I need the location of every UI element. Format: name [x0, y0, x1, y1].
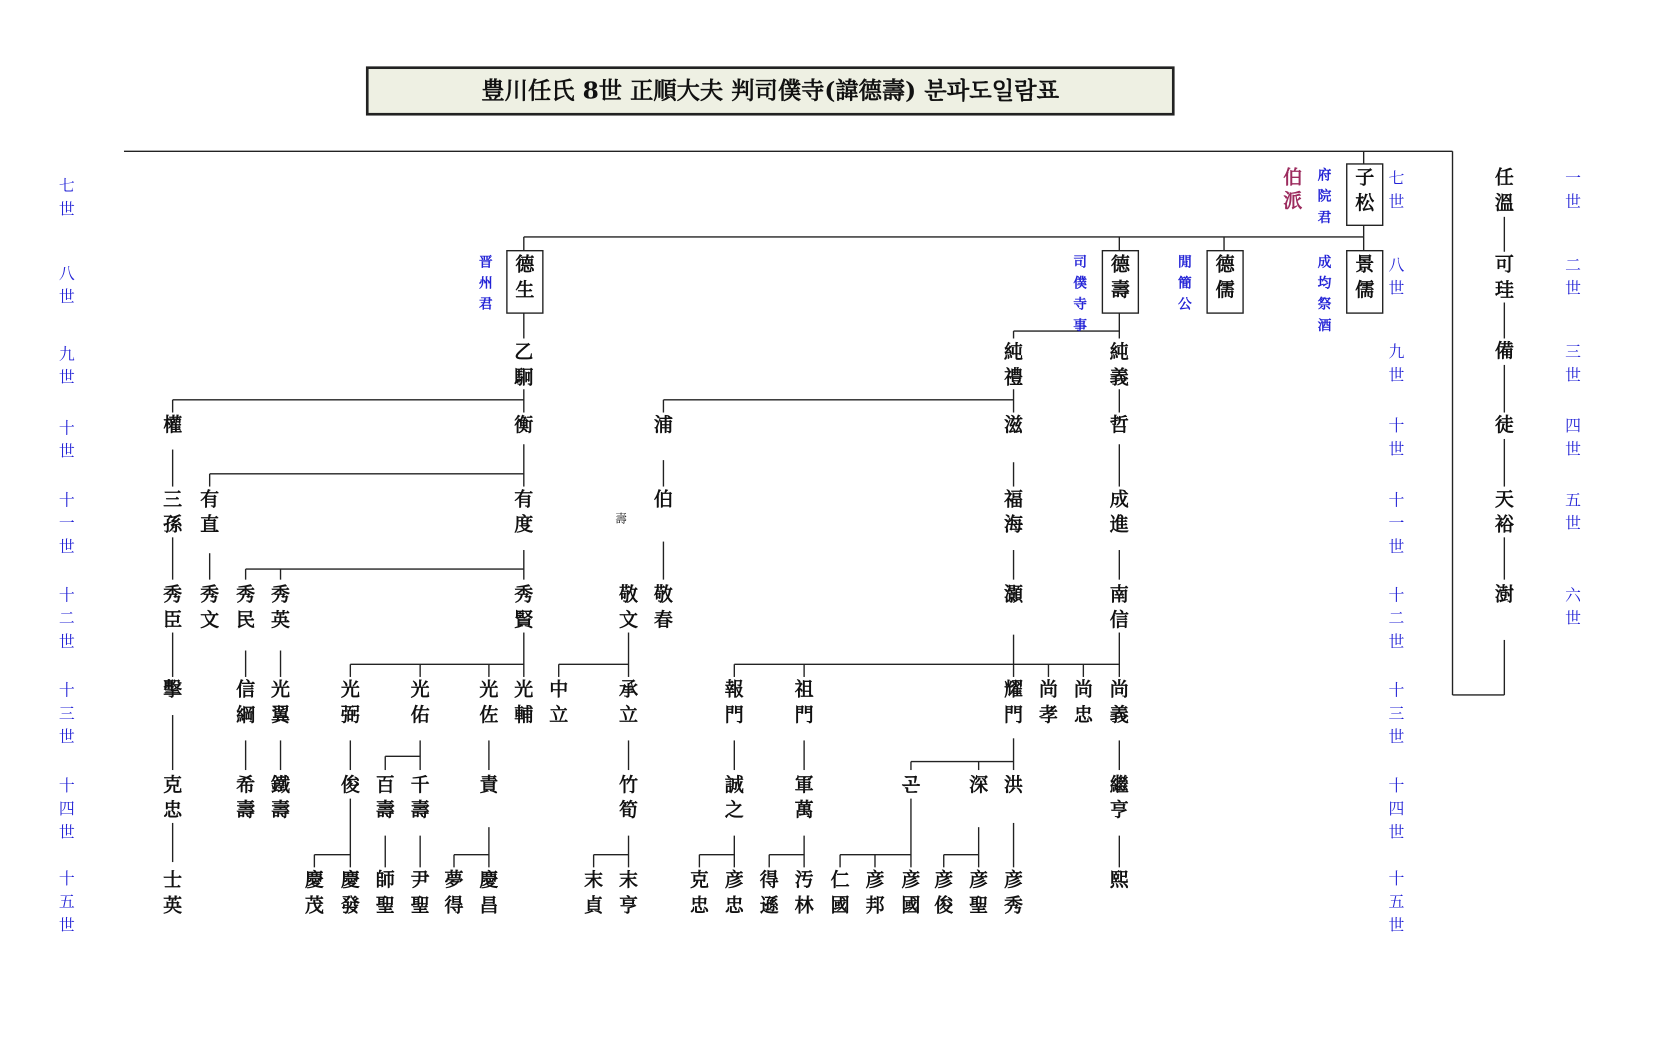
person-name: 彦邦: [865, 869, 885, 917]
person-name: 慶昌: [479, 869, 499, 917]
generation-10: [163, 413, 1129, 436]
generation-7-8: [515, 167, 1375, 301]
generation-label: 十一世: [58, 489, 75, 556]
person-name: 師聖: [375, 869, 395, 917]
ancestor-name: 天裕: [1494, 488, 1514, 536]
person-name: 光佐: [479, 678, 499, 727]
person-name: 南信: [1109, 583, 1129, 631]
generation-label: 八世: [1388, 254, 1405, 298]
person-name: 灝: [1004, 583, 1024, 606]
generation-label: 十二世: [58, 584, 75, 651]
generation-label: 五世: [1565, 489, 1582, 533]
person-name: 夢得: [444, 869, 464, 917]
generation-label: 八世: [58, 263, 75, 306]
person-name: 德儒: [1215, 253, 1235, 301]
ancestor-name: 澍: [1494, 583, 1514, 606]
ancestor-name: 可珪: [1494, 253, 1514, 301]
generation-label: 十三世: [1388, 680, 1405, 746]
person-name: 擊: [163, 678, 183, 701]
person-name: 權: [163, 414, 183, 437]
person-name: 末亨: [619, 869, 639, 917]
generation-11: [163, 487, 1129, 535]
person-name: 彦忠: [724, 869, 744, 917]
person-name: 繼亨: [1109, 773, 1129, 822]
generation-9: [513, 340, 1129, 388]
person-name: 希壽: [236, 773, 256, 822]
person-name: 克忠: [163, 773, 183, 822]
person-name: 末貞: [584, 869, 604, 917]
honorific-title: 晋州君: [478, 254, 493, 313]
person-name: 責: [479, 773, 499, 796]
person-name: 成進: [1109, 488, 1129, 536]
generation-12: [163, 582, 1129, 630]
person-name: 光弼: [340, 678, 360, 727]
person-name: 敬春: [653, 583, 673, 631]
generation-label: 九世: [58, 343, 75, 387]
generation-label: 十四世: [1388, 775, 1405, 841]
honorifics: [479, 166, 1332, 334]
honorific-title: 閒簡公: [1178, 254, 1192, 313]
person-name: 鐵壽: [271, 773, 291, 822]
person-name: 伯: [653, 488, 673, 511]
generation-label: 四世: [1565, 415, 1582, 458]
generation-label: 十一世: [1388, 489, 1405, 556]
person-name: 衡: [514, 414, 534, 437]
person-name: 千壽: [410, 773, 430, 822]
generation-label: 七世: [1388, 168, 1405, 211]
generation-labels-left: [59, 176, 75, 934]
person-name: 彦國: [901, 869, 921, 917]
person-name: 耀門: [1004, 678, 1024, 727]
person-name: 浦: [653, 414, 673, 437]
person-name: 秀臣: [163, 583, 183, 631]
person-name: 純義: [1109, 341, 1129, 389]
person-name: 光翼: [271, 678, 291, 727]
person-name: 信綱: [236, 678, 256, 727]
chart-title: 豊川任氏 8世 正順大夫 判司僕寺(諱德壽) 분파도일람표: [481, 77, 1060, 105]
generation-label: 一世: [1565, 168, 1582, 211]
honorific-title: 司僕寺事: [1073, 254, 1088, 334]
person-name: 彦俊: [934, 869, 954, 917]
person-name: 士英: [163, 869, 183, 917]
generation-label: 十三世: [58, 680, 75, 746]
generation-label: 三世: [1565, 341, 1582, 384]
person-name: 三孫: [163, 488, 183, 536]
person-name: 光佑: [410, 678, 430, 727]
person-name: 彦聖: [969, 869, 989, 917]
name-boxes: [507, 164, 1383, 313]
person-name: 德壽: [1110, 253, 1130, 301]
person-name: 誠之: [724, 773, 744, 822]
person-name: 滋: [1004, 414, 1024, 437]
person-name: 乙駉: [514, 341, 534, 389]
person-name: 熙: [1109, 869, 1129, 892]
generation-label: 十世: [1388, 415, 1405, 458]
generation-labels-branch: [1389, 168, 1405, 934]
generation-label: 九世: [1388, 341, 1405, 384]
person-name: 深: [969, 773, 989, 796]
title-block: [367, 68, 1173, 115]
person-name: 尚忠: [1073, 678, 1093, 727]
person-name: 尚義: [1109, 678, 1129, 727]
person-name: 報門: [724, 678, 744, 727]
generation-15: [163, 868, 1130, 916]
person-name: 彦秀: [1004, 869, 1024, 917]
person-name: 哲: [1109, 414, 1129, 437]
connector-lines: [124, 151, 1504, 867]
generation-label: 六世: [1565, 584, 1582, 628]
person-name: 中立: [549, 678, 569, 727]
person-name: 承立: [619, 678, 639, 727]
person-name: 光輔: [514, 678, 534, 727]
side-note: 壽: [615, 511, 627, 526]
person-name: 洪: [1004, 773, 1024, 796]
person-name: 곤: [901, 773, 921, 796]
person-name: 秀英: [271, 583, 291, 631]
ancestor-name: 備: [1494, 340, 1514, 363]
person-name: 秀文: [200, 583, 220, 631]
branch-name: 伯派: [1283, 166, 1303, 212]
ancestor-name: 徒: [1494, 414, 1514, 437]
honorific-title: 成均祭酒: [1317, 254, 1332, 334]
person-name: 德生: [515, 253, 535, 301]
ancestor-name: 任溫: [1494, 166, 1514, 215]
person-name: 尚孝: [1038, 678, 1058, 727]
person-name: 軍萬: [794, 773, 814, 822]
person-name: 有直: [200, 488, 220, 536]
person-name: 克忠: [689, 869, 709, 917]
person-name: 汚林: [794, 869, 814, 917]
person-name: 秀民: [236, 583, 256, 631]
person-name: 慶發: [340, 869, 360, 917]
generation-label: 二世: [1565, 254, 1582, 298]
person-name: 仁國: [830, 869, 850, 917]
person-name: 子松: [1355, 166, 1375, 215]
person-name: 得遜: [759, 869, 779, 917]
generation-label: 十二世: [1388, 584, 1405, 651]
person-name: 慶茂: [304, 869, 324, 917]
person-name: 竹筍: [619, 773, 639, 822]
person-name: 俊: [340, 773, 360, 796]
generation-label: 十五世: [1388, 868, 1405, 934]
person-name: 尹聖: [410, 869, 430, 917]
person-name: 福海: [1004, 488, 1024, 536]
generation-label: 十五世: [58, 868, 75, 934]
person-name: 祖門: [794, 678, 814, 727]
generation-13: [163, 678, 1129, 726]
generation-label: 十世: [58, 417, 75, 461]
generation-labels-ancestral: [1565, 168, 1581, 627]
person-name: 敬文: [619, 583, 639, 631]
person-name: 有度: [514, 488, 534, 536]
person-name: 景儒: [1355, 253, 1375, 301]
person-name: 秀賢: [514, 583, 534, 631]
generation-label: 十四世: [58, 775, 75, 841]
generation-label: 七世: [58, 175, 75, 218]
generation-14: [163, 773, 1129, 821]
person-name: 百壽: [375, 773, 395, 822]
honorific-title: 府院君: [1317, 167, 1332, 226]
person-name: 純禮: [1004, 341, 1024, 389]
